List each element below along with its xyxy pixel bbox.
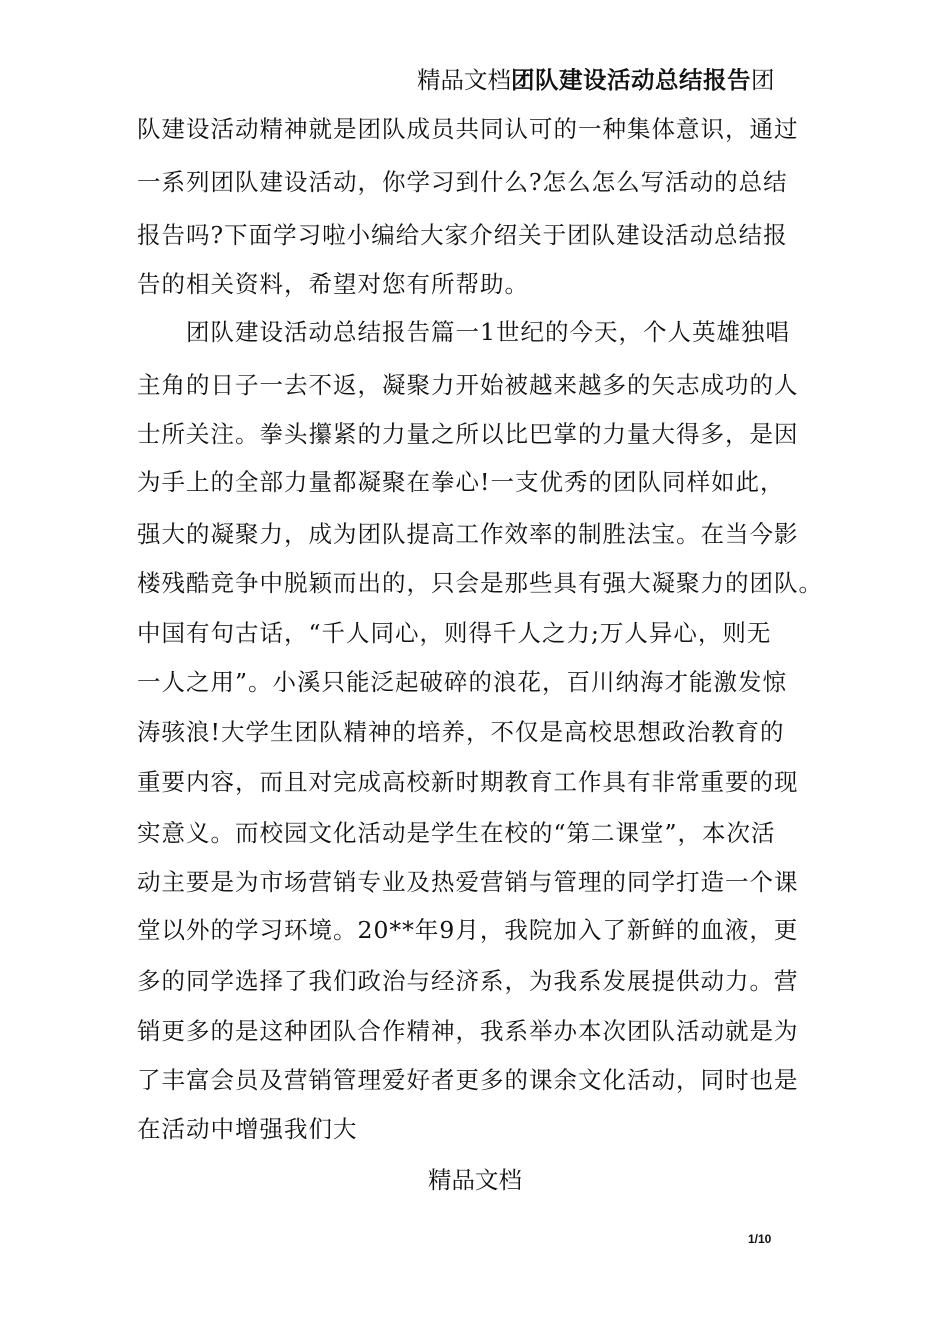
body-line: 实意义。而校园文化活动是学生在校的“第二课堂”，本次活	[137, 819, 776, 847]
body-line: 在活动中增强我们大	[137, 1115, 358, 1143]
document-header	[417, 64, 775, 96]
body-line: 了丰富会员及营销管理爱好者更多的课余文化活动，同时也是	[137, 1066, 799, 1094]
header-label: 精品文档	[417, 66, 511, 94]
body-line: 告的相关资料，希望对您有所帮助。	[137, 270, 529, 298]
body-line: 多的同学选择了我们政治与经济系，为我系发展提供动力。营	[137, 967, 799, 995]
body-line: 一人之用”。小溪只能泛起破碎的浪花，百川纳海才能激发惊	[137, 668, 788, 696]
body-line: 队建设活动精神就是团队成员共同认可的一种集体意识，通过	[137, 115, 799, 143]
footer-label: 精品文档	[428, 1166, 522, 1194]
page-number: 1/10	[748, 1232, 772, 1246]
body-line: 一系列团队建设活动，你学习到什么?怎么怎么写活动的总结	[137, 168, 788, 196]
body-line: 强大的凝聚力，成为团队提高工作效率的制胜法宝。在当今影	[137, 520, 799, 548]
body-line: 报告吗?下面学习啦小编给大家介绍关于团队建设活动总结报	[137, 221, 788, 249]
document-title: 团队建设活动总结报告	[511, 66, 751, 94]
body-line: 堂以外的学习环境。20**年9月，我院加入了新鲜的血液，更	[137, 916, 799, 944]
body-line: 销更多的是这种团队合作精神，我系举办本次团队活动就是为	[137, 1017, 799, 1045]
body-line: 为手上的全部力量都凝聚在拳心!一支优秀的团队同样如此，	[137, 468, 785, 496]
body-line: 团队建设活动总结报告篇一1世纪的今天，个人英雄独唱	[137, 318, 790, 346]
body-line: 士所关注。拳头攥紧的力量之所以比巴掌的力量大得多，是因	[137, 420, 799, 448]
body-line: 楼残酷竞争中脱颖而出的，只会是那些具有强大凝聚力的团队。	[137, 569, 823, 597]
body-line: 重要内容，而且对完成高校新时期教育工作具有非常重要的现	[137, 768, 799, 796]
body-line: 主角的日子一去不返，凝聚力开始被越来越多的矢志成功的人	[137, 371, 799, 399]
body-line: 涛骇浪!大学生团队精神的培养，不仅是高校思想政治教育的	[137, 718, 785, 746]
header-trailing-text: 团	[751, 66, 775, 94]
body-line: 动主要是为市场营销专业及热爱营销与管理的同学打造一个课	[137, 868, 799, 896]
body-line: 中国有句古话，“千人同心，则得千人之力;万人异心，则无	[137, 619, 772, 647]
